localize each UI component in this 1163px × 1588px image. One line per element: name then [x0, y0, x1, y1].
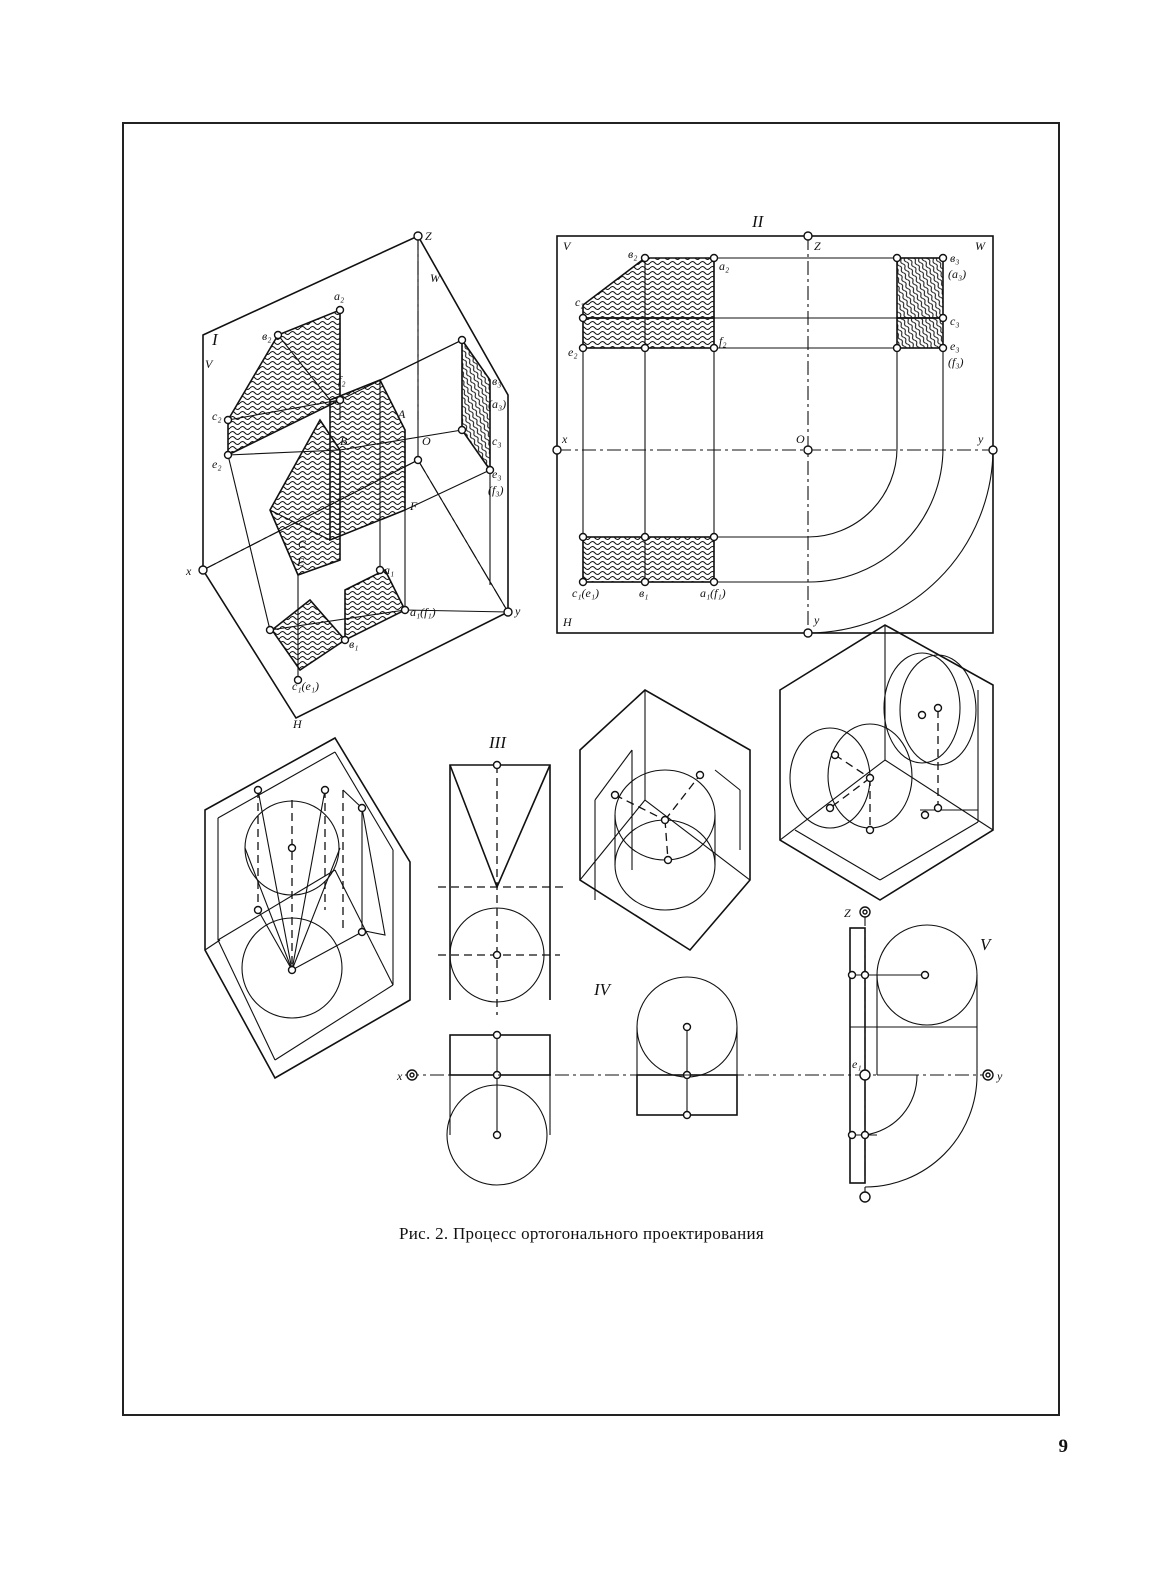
label-y-two-bottom: y — [814, 613, 820, 627]
label-c2-one: c₂ — [212, 409, 222, 423]
label-panel-four: IV — [594, 980, 611, 999]
panel-three-views — [438, 733, 565, 1185]
label-x-one: x — [186, 564, 192, 578]
label-b3-two: в₃ — [950, 251, 960, 265]
label-b2-one: в₂ — [262, 329, 272, 343]
label-b3-one: в₃ — [492, 374, 502, 388]
label-a2-two: a₂ — [719, 259, 730, 273]
panel-two-orthographic — [553, 212, 997, 637]
label-e2-two: e₂ — [568, 345, 578, 359]
label-z-two: Z — [814, 239, 821, 253]
label-f2-one: f₂ — [338, 373, 346, 387]
label-y-two-right: y — [978, 432, 984, 446]
figure-caption: Рис. 2. Процесс ортогонального проектирования — [398, 1224, 764, 1243]
label-h-two: H — [563, 615, 572, 629]
label-y-one: y — [515, 604, 521, 618]
label-F: F — [410, 499, 418, 513]
label-o-one: O — [422, 434, 431, 448]
label-e3-one: e₃ — [492, 467, 502, 481]
cone-cylinder-isometric — [205, 738, 410, 1078]
label-e3-two: e₃ — [950, 339, 960, 353]
label-v-one: V — [205, 357, 213, 371]
label-h-one: H — [293, 717, 302, 731]
label-f2-two: f₂ — [719, 334, 727, 348]
page-number: 9 — [1058, 1436, 1068, 1457]
label-x-two: x — [562, 432, 568, 446]
label-f3-two: (f₃) — [948, 355, 964, 369]
label-a2-one: a₂ — [334, 289, 345, 303]
label-z-five: Z — [844, 906, 851, 920]
label-E: E — [297, 555, 305, 569]
label-panel-three: III — [489, 733, 506, 752]
label-e2-one: e₂ — [212, 457, 222, 471]
label-c1e1-two: c₁(e₁) — [572, 586, 599, 600]
label-c2-two: c₂ — [575, 295, 585, 309]
label-z-one: Z — [425, 229, 432, 243]
label-o-two: O — [796, 432, 805, 446]
label-a1f1-two: a₁(f₁) — [700, 586, 726, 600]
label-w-two: W — [975, 239, 985, 253]
label-C: C — [298, 537, 307, 551]
label-w-one: W — [430, 271, 440, 285]
label-y-five: y — [997, 1069, 1003, 1083]
label-b2-two: в₂ — [628, 247, 638, 261]
cylinder-isometric — [580, 690, 750, 950]
panel-one-isometric-box — [185, 229, 521, 731]
label-panel-two: II — [752, 212, 764, 231]
label-a3-one: (a₃) — [488, 397, 507, 411]
label-panel-one: I — [212, 330, 218, 349]
label-panel-five: V — [980, 935, 991, 954]
label-a1-one: a₁ — [384, 563, 395, 577]
panel-four-views — [593, 977, 737, 1119]
label-c3-one: c₃ — [492, 434, 502, 448]
panel-five-views — [396, 906, 1003, 1202]
label-A: A — [398, 407, 406, 421]
label-c3-two: c₃ — [950, 314, 960, 328]
label-c1e1-one: c₁(e₁) — [292, 679, 319, 693]
label-v-two: V — [563, 239, 571, 253]
label-f3-one: (f₃) — [488, 483, 504, 497]
label-e1-five: e₁ — [852, 1057, 862, 1071]
label-a1f1-one: a₁(f₁) — [410, 605, 436, 619]
label-b1-two: в₁ — [639, 586, 649, 600]
label-x-five: x — [397, 1069, 403, 1083]
label-B: B — [340, 434, 348, 448]
rotated-cylinder-isometric — [780, 625, 993, 900]
label-b1-one: в₁ — [349, 637, 359, 651]
label-a3-two: (a₃) — [948, 267, 967, 281]
